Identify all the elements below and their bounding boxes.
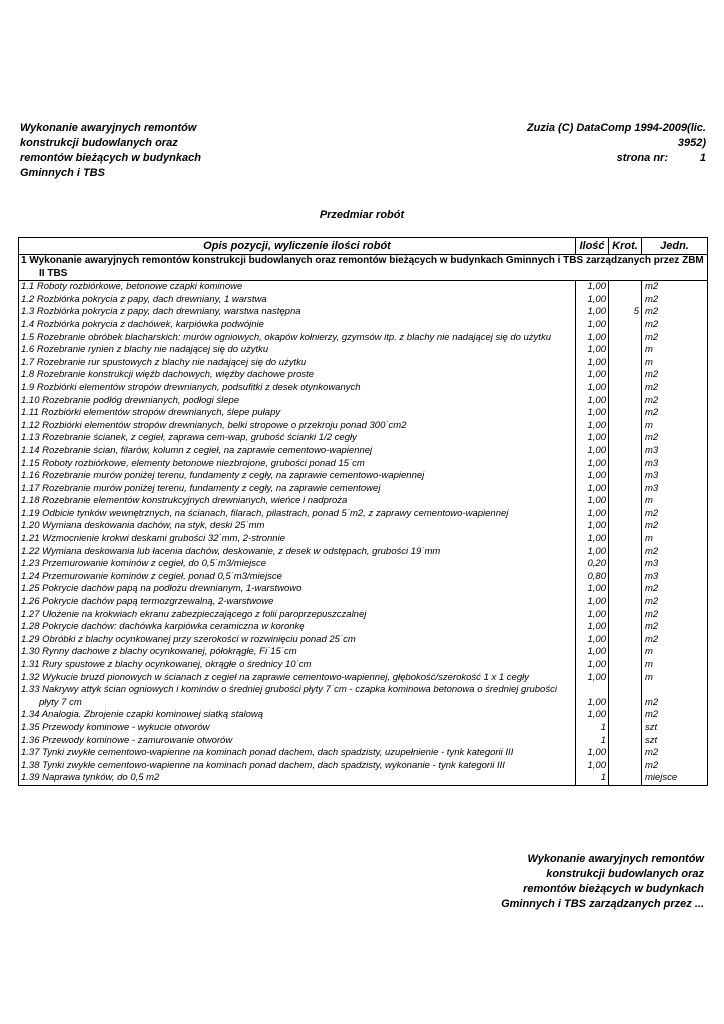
items-table: [18, 237, 708, 786]
item-multiplier: [609, 520, 642, 533]
item-quantity: 1,00: [576, 281, 609, 294]
item-quantity: 1,00: [576, 672, 609, 685]
item-quantity: 1,00: [576, 659, 609, 672]
item-quantity: 1,00: [576, 634, 609, 647]
item-multiplier: [609, 583, 642, 596]
item-multiplier: [609, 369, 642, 382]
page-number: 1: [699, 152, 706, 164]
table-row: [19, 684, 708, 709]
table-row: [19, 609, 708, 622]
item-multiplier: [609, 332, 642, 345]
item-unit: m2: [642, 583, 708, 596]
table-header-row: [19, 238, 708, 255]
item-multiplier: [609, 319, 642, 332]
item-multiplier: [609, 546, 642, 559]
item-quantity: 1,00: [576, 483, 609, 496]
item-unit: m3: [642, 458, 708, 471]
header-quantity: Ilość: [576, 238, 609, 255]
item-description: 1.34 Analogia. Zbrojenie czapki kominowej siatką stalową: [19, 709, 576, 722]
item-quantity: 1: [576, 735, 609, 748]
item-description: 1.15 Roboty rozbiórkowe, elementy betonowe niezbrojone, grubości ponad 15˙cm: [19, 458, 576, 471]
item-unit: m2: [642, 684, 708, 709]
item-unit: m2: [642, 407, 708, 420]
footer-line: Gminnych i TBS zarządzanych przez ...: [501, 898, 704, 910]
item-multiplier: [609, 445, 642, 458]
item-quantity: 1,00: [576, 495, 609, 508]
item-quantity: 1,00: [576, 344, 609, 357]
item-description: 1.19 Odbicie tynków wewnętrznych, na ścianach, filarach, pilastrach, ponad 5˙m2, z zaprawy cementowo-wapiennej: [19, 508, 576, 521]
item-multiplier: [609, 571, 642, 584]
item-multiplier: [609, 281, 642, 294]
item-unit: m2: [642, 281, 708, 294]
item-multiplier: [609, 634, 642, 647]
table-row: [19, 432, 708, 445]
item-quantity: 0,20: [576, 558, 609, 571]
item-unit: m3: [642, 445, 708, 458]
header-unit: Jedn.: [642, 238, 708, 255]
table-row: [19, 583, 708, 596]
item-unit: m3: [642, 470, 708, 483]
item-unit: m2: [642, 546, 708, 559]
table-row: [19, 621, 708, 634]
item-unit: m3: [642, 483, 708, 496]
table-row: [19, 382, 708, 395]
license-number: 3952): [677, 137, 706, 149]
item-multiplier: [609, 395, 642, 408]
table-row: [19, 407, 708, 420]
item-quantity: 1,00: [576, 709, 609, 722]
item-unit: m2: [642, 596, 708, 609]
item-quantity: 1,00: [576, 357, 609, 370]
item-multiplier: [609, 609, 642, 622]
footer-line: Wykonanie awaryjnych remontów: [527, 853, 704, 865]
table-row: [19, 596, 708, 609]
table-row: [19, 495, 708, 508]
item-unit: szt: [642, 735, 708, 748]
table-row: [19, 735, 708, 748]
item-quantity: 1,00: [576, 583, 609, 596]
item-multiplier: [609, 432, 642, 445]
item-description: 1.33 Nakrywy attyk ścian ogniowych i kominów o średniej grubości płyty 7˙cm - czapka kominowa betonowa o średniej grubości płyty 7 cm: [19, 684, 576, 709]
item-quantity: 1,00: [576, 508, 609, 521]
item-multiplier: [609, 684, 642, 709]
item-multiplier: [609, 458, 642, 471]
item-description: 1.17 Rozebranie murów poniżej terenu, fundamenty z cegły, na zaprawie cementowej: [19, 483, 576, 496]
item-unit: m: [642, 357, 708, 370]
item-unit: m: [642, 672, 708, 685]
table-row: [19, 634, 708, 647]
item-quantity: 1: [576, 772, 609, 785]
item-unit: m: [642, 420, 708, 433]
table-row: [19, 772, 708, 785]
header-right-info: [486, 121, 706, 166]
document-title: Przedmiar robót: [319, 209, 405, 221]
item-quantity: 1: [576, 722, 609, 735]
item-quantity: 1,00: [576, 546, 609, 559]
item-multiplier: [609, 772, 642, 785]
item-unit: m3: [642, 558, 708, 571]
item-quantity: 1,00: [576, 445, 609, 458]
section-row: [19, 255, 708, 281]
item-description: 1.25 Pokrycie dachów papą na podłożu drewnianym, 1-warstwowo: [19, 583, 576, 596]
table-row: [19, 520, 708, 533]
table-row: [19, 483, 708, 496]
item-description: 1.24 Przemurowanie kominów z cegieł, ponad 0,5˙m3/miejsce: [19, 571, 576, 584]
item-description: 1.8 Rozebranie konstrukcji więźb dachowych, więźby dachowe proste: [19, 369, 576, 382]
item-description: 1.11 Rozbiórki elementów stropów drewnianych, ślepe pułapy: [19, 407, 576, 420]
item-unit: m2: [642, 621, 708, 634]
item-quantity: 1,00: [576, 432, 609, 445]
item-quantity: 1,00: [576, 382, 609, 395]
item-quantity: 1,00: [576, 294, 609, 307]
table-row: [19, 420, 708, 433]
table-row: [19, 470, 708, 483]
header-left-line: Wykonanie awaryjnych remontów: [20, 122, 197, 134]
item-quantity: 1,00: [576, 609, 609, 622]
item-multiplier: [609, 407, 642, 420]
item-quantity: 1,00: [576, 470, 609, 483]
item-multiplier: [609, 420, 642, 433]
item-unit: miejsce: [642, 772, 708, 785]
item-multiplier: 5: [609, 306, 642, 319]
table-row: [19, 558, 708, 571]
item-description: 1.28 Pokrycie dachów: dachówka karpiówka ceramiczna w koronkę: [19, 621, 576, 634]
item-description: 1.21 Wzmocnienie krokwi deskami grubości 32˙mm, 2-stronnie: [19, 533, 576, 546]
item-description: 1.9 Rozbiórki elementów stropów drewnianych, podsufitki z desek otynkowanych: [19, 382, 576, 395]
item-quantity: 0,80: [576, 571, 609, 584]
item-description: 1.7 Rozebranie rur spustowych z blachy nie nadającej się do użytku: [19, 357, 576, 370]
header-left-line: remontów bieżących w budynkach: [20, 152, 201, 164]
item-multiplier: [609, 357, 642, 370]
header-multiplier: Krot.: [609, 238, 642, 255]
item-description: 1.23 Przemurowanie kominów z cegieł, do 0,5˙m3/miejsce: [19, 558, 576, 571]
item-quantity: 1,00: [576, 760, 609, 773]
table-row: [19, 344, 708, 357]
page-label: strona nr:: [616, 152, 668, 164]
software-credit: Zuzia (C) DataComp 1994-2009(lic.: [526, 122, 706, 134]
item-unit: m3: [642, 571, 708, 584]
item-multiplier: [609, 722, 642, 735]
item-description: 1.30 Rynny dachowe z blachy ocynkowanej, półokrągłe, Fi˙15˙cm: [19, 646, 576, 659]
item-quantity: 1,00: [576, 407, 609, 420]
page-indicator: [486, 151, 706, 166]
item-multiplier: [609, 470, 642, 483]
table-row: [19, 760, 708, 773]
item-multiplier: [609, 621, 642, 634]
item-description: 1.26 Pokrycie dachów papą termozgrzewalną, 2-warstwowe: [19, 596, 576, 609]
table-row: [19, 357, 708, 370]
item-multiplier: [609, 709, 642, 722]
item-quantity: 1,00: [576, 420, 609, 433]
item-multiplier: [609, 344, 642, 357]
table-row: [19, 722, 708, 735]
item-multiplier: [609, 659, 642, 672]
item-description: 1.35 Przewody kominowe - wykucie otworów: [19, 722, 576, 735]
item-multiplier: [609, 382, 642, 395]
table-row: [19, 445, 708, 458]
item-description: 1.32 Wykucie bruzd pionowych w ścianach z cegieł na zaprawie cementowo-wapiennej, głębokość/szerokość 1 x 1 cegły: [19, 672, 576, 685]
item-multiplier: [609, 483, 642, 496]
item-description: 1.39 Naprawa tynków, do 0,5 m2: [19, 772, 576, 785]
item-description: 1.10 Rozebranie podłóg drewnianych, podłogi ślepe: [19, 395, 576, 408]
table-row: [19, 659, 708, 672]
item-unit: m: [642, 659, 708, 672]
item-quantity: 1,00: [576, 533, 609, 546]
item-multiplier: [609, 533, 642, 546]
item-unit: m: [642, 533, 708, 546]
header-left-title: [20, 121, 245, 181]
item-multiplier: [609, 495, 642, 508]
item-unit: m2: [642, 508, 708, 521]
item-multiplier: [609, 294, 642, 307]
item-description: 1.27 Ułożenie na krokwiach ekranu zabezpieczającego z folii paroprzepuszczalnej: [19, 609, 576, 622]
item-quantity: 1,00: [576, 684, 609, 709]
table-row: [19, 709, 708, 722]
header-left-line: konstrukcji budowlanych oraz: [20, 137, 178, 149]
item-unit: m2: [642, 369, 708, 382]
item-quantity: 1,00: [576, 621, 609, 634]
item-unit: m2: [642, 609, 708, 622]
item-quantity: 1,00: [576, 332, 609, 345]
item-quantity: 1,00: [576, 747, 609, 760]
item-description: 1.12 Rozbiórki elementów stropów drewnianych, belki stropowe o przekroju ponad 300˙cm2: [19, 420, 576, 433]
item-description: 1.14 Rozebranie ścian, filarów, kolumn z cegieł, na zaprawie cementowo-wapiennej: [19, 445, 576, 458]
item-multiplier: [609, 672, 642, 685]
table-row: [19, 458, 708, 471]
footer-title: [464, 852, 704, 912]
item-multiplier: [609, 596, 642, 609]
table-row: [19, 332, 708, 345]
item-description: 1.29 Obróbki z blachy ocynkowanej przy szerokości w rozwinięciu ponad 25˙cm: [19, 634, 576, 647]
item-description: 1.5 Rozebranie obróbek blacharskich: murów ogniowych, okapów kołnierzy, gzymsów itp. z blachy nie nadającej się do użytku: [19, 332, 576, 345]
item-description: 1.1 Roboty rozbiórkowe, betonowe czapki kominowe: [19, 281, 576, 294]
table-row: [19, 672, 708, 685]
item-multiplier: [609, 508, 642, 521]
table-row: [19, 747, 708, 760]
item-unit: m: [642, 646, 708, 659]
item-description: 1.22 Wymiana deskowania lub łacenia dachów, deskowanie, z desek w odstępach, grubości 19˙mm: [19, 546, 576, 559]
table-row: [19, 281, 708, 294]
item-unit: m2: [642, 382, 708, 395]
item-description: 1.36 Przewody kominowe - zamurowanie otworów: [19, 735, 576, 748]
table-row: [19, 508, 708, 521]
item-unit: m2: [642, 709, 708, 722]
item-description: 1.6 Rozebranie rynien z blachy nie nadającej się do użytku: [19, 344, 576, 357]
footer-line: remontów bieżących w budynkach: [523, 883, 704, 895]
table-row: [19, 546, 708, 559]
item-description: 1.13 Rozebranie ścianek, z cegieł, zaprawa cem-wap, grubość ścianki 1/2 cegły: [19, 432, 576, 445]
header-left-line: Gminnych i TBS: [20, 167, 105, 179]
item-description: 1.20 Wymiana deskowania dachów, na styk, deski 25˙mm: [19, 520, 576, 533]
item-multiplier: [609, 735, 642, 748]
item-unit: szt: [642, 722, 708, 735]
item-quantity: 1,00: [576, 520, 609, 533]
table-row: [19, 571, 708, 584]
item-quantity: 1,00: [576, 458, 609, 471]
item-unit: m2: [642, 747, 708, 760]
item-quantity: 1,00: [576, 395, 609, 408]
table-row: [19, 319, 708, 332]
item-quantity: 1,00: [576, 369, 609, 382]
item-description: 1.2 Rozbiórka pokrycia z papy, dach drewniany, 1 warstwa: [19, 294, 576, 307]
footer-line: konstrukcji budowlanych oraz: [546, 868, 704, 880]
item-description: 1.37 Tynki zwykłe cementowo-wapienne na kominach ponad dachem, dach spadzisty, uzupełnienie - tynk kategorii III: [19, 747, 576, 760]
item-description: 1.16 Rozebranie murów poniżej terenu, fundamenty z cegły, na zaprawie cementowo-wapiennej: [19, 470, 576, 483]
item-quantity: 1,00: [576, 306, 609, 319]
item-unit: m2: [642, 319, 708, 332]
item-unit: m2: [642, 432, 708, 445]
table-row: [19, 369, 708, 382]
item-quantity: 1,00: [576, 646, 609, 659]
item-multiplier: [609, 646, 642, 659]
item-unit: m2: [642, 520, 708, 533]
item-unit: m: [642, 495, 708, 508]
item-multiplier: [609, 558, 642, 571]
item-unit: m2: [642, 332, 708, 345]
item-unit: m: [642, 344, 708, 357]
table-row: [19, 306, 708, 319]
item-quantity: 1,00: [576, 596, 609, 609]
item-description: 1.4 Rozbiórka pokrycia z dachówek, karpiówka podwójnie: [19, 319, 576, 332]
header-description: Opis pozycji, wyliczenie ilości robót: [19, 238, 576, 255]
section-title: 1 Wykonanie awaryjnych remontów konstrukcji budowlanych oraz remontów bieżących w budynkach Gminnych i TBS zarządzanych przez ZBM II TBS: [19, 255, 708, 281]
table-row: [19, 294, 708, 307]
item-unit: m2: [642, 395, 708, 408]
item-description: 1.18 Rozebranie elementów konstrukcyjnych drewnianych, wieńce i nadproża: [19, 495, 576, 508]
item-multiplier: [609, 760, 642, 773]
item-unit: m2: [642, 306, 708, 319]
table-row: [19, 646, 708, 659]
item-description: 1.38 Tynki zwykłe cementowo-wapienne na kominach ponad dachem, dach spadzisty, wykonanie - tynk kategorii III: [19, 760, 576, 773]
table-row: [19, 533, 708, 546]
item-unit: m2: [642, 760, 708, 773]
item-unit: m2: [642, 294, 708, 307]
item-unit: m2: [642, 634, 708, 647]
item-description: 1.31 Rury spustowe z blachy ocynkowanej, okrągłe o średnicy 10˙cm: [19, 659, 576, 672]
item-multiplier: [609, 747, 642, 760]
item-description: 1.3 Rozbiórka pokrycia z papy, dach drewniany, warstwa następna: [19, 306, 576, 319]
item-quantity: 1,00: [576, 319, 609, 332]
table-row: [19, 395, 708, 408]
